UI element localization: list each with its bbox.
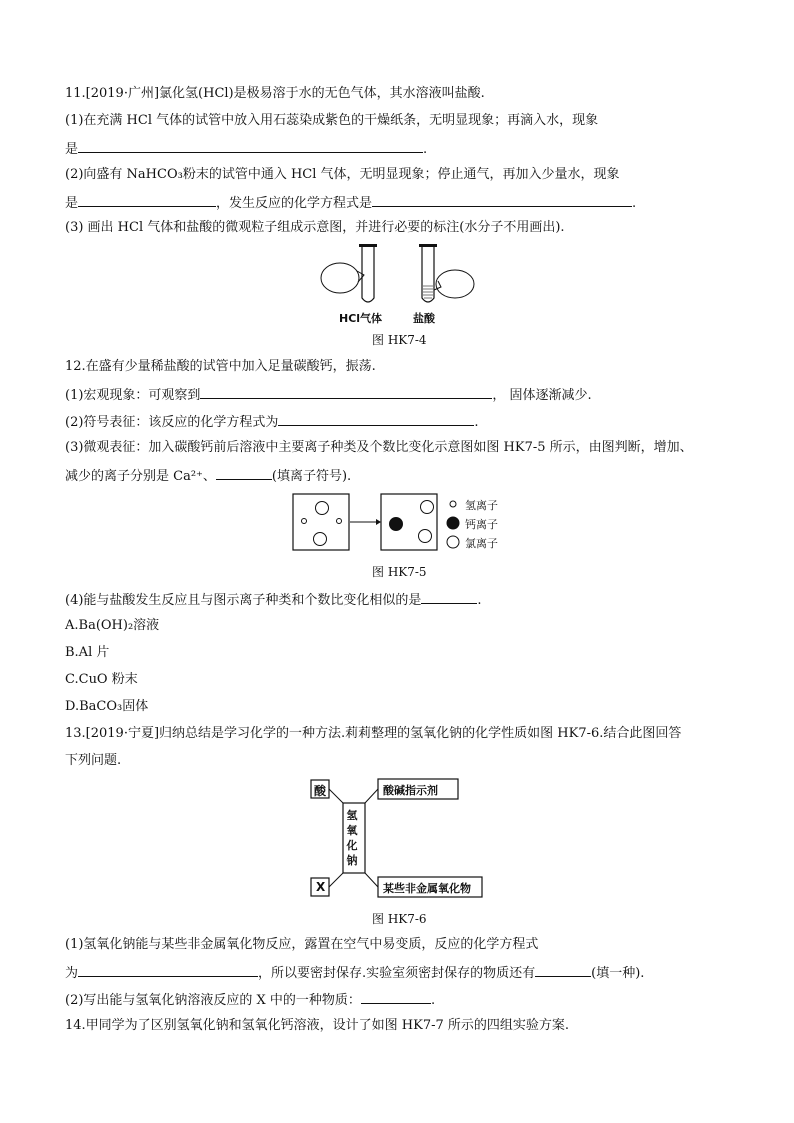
q12-part1 (65, 386, 592, 404)
naoh-center-label: 氢氧化钠 (346, 809, 358, 867)
q11-part2-middle: ，发生反应的化学方程式是 (216, 196, 373, 211)
q12-part3-suffix: (填离子符号). (271, 469, 352, 484)
label-hcl-gas: HCl气体 (339, 312, 383, 325)
q12-part2-equation-blank[interactable] (278, 413, 474, 426)
indicator-box-label: 酸碱指示剂 (383, 784, 438, 797)
q11-part2-line1: (2)向盛有 NaHCO₃粉末的试管中通入 HCl 气体，无明显现象；停止通气，再加入少量水，现象 (65, 167, 620, 182)
q12-part2 (65, 413, 479, 431)
q12-option-b: B.Al 片 (65, 645, 110, 660)
hydrogen-ion (337, 519, 342, 524)
q13-part2-answer-blank[interactable] (361, 991, 431, 1004)
q12-option-d: D.BaCO₃固体 (65, 699, 149, 714)
q13-part1-middle: ，所以要密封保存.实验室须密封保存的物质还有 (258, 966, 536, 981)
q13-part2-prefix: (2)写出能与氢氧化钠溶液反应的 X 中的一种物质： (65, 993, 361, 1008)
legend-hydrogen-ion-symbol (450, 501, 456, 507)
q13-part1-suffix: (填一种). (591, 966, 645, 981)
q12-part4-prefix: (4)能与盐酸发生反应且与图示离子种类和个数比变化相似的是 (65, 593, 422, 608)
legend-chloride-ion-symbol (447, 536, 459, 548)
acid-bubble-callout (436, 270, 474, 298)
acid-box-label: 酸 (314, 784, 327, 798)
acid-test-tube (422, 247, 434, 302)
chloride-ion (314, 533, 327, 546)
q13-part1-prefix: 为 (65, 966, 79, 981)
q12-option-a: A.Ba(OH)₂溶液 (65, 618, 160, 633)
legend-hydrogen-ion-label: 氢离子 (465, 499, 498, 512)
q11-part2-phenomenon-blank[interactable] (78, 194, 216, 207)
q13-heading-line1: 13.[2019·宁夏]归纳总结是学习化学的一种方法.莉莉整理的氢氧化钠的化学性质如图 HK7-6.结合此图回答 (65, 726, 682, 741)
q11-part1-answer-blank[interactable] (78, 140, 423, 153)
figure-hk7-5-caption: 图 HK7-5 (372, 565, 427, 579)
q12-part3-prefix: 减少的离子分别是 Ca²⁺、 (65, 469, 216, 484)
q13-part2 (65, 991, 435, 1009)
q13-part1-line2 (65, 964, 644, 982)
q12-part1-suffix: ， 固体逐渐减少. (492, 388, 592, 403)
nonmetal-oxide-box-label: 某些非金属氧化物 (383, 882, 471, 895)
q11-heading: 11.[2019·广州]氯化氢(HCl)是极易溶于水的无色气体，其水溶液叫盐酸. (65, 86, 485, 101)
gas-bubble-callout (321, 263, 359, 293)
q13-part2-suffix: . (430, 993, 436, 1008)
legend-calcium-ion-symbol (447, 517, 459, 529)
q12-part3-line1: (3)微观表征：加入碳酸钙前后溶液中主要离子种类及个数比变化示意图如图 HK7-5 所示，由图判断，增加、 (65, 440, 693, 455)
q12-part2-suffix: . (474, 415, 479, 430)
q12-part4-answer-blank[interactable] (421, 591, 477, 604)
legend-calcium-ion-label: 钙离子 (465, 518, 498, 531)
q11-part1-prefix: 是 (65, 142, 79, 157)
calcium-ion (390, 518, 403, 531)
q11-part3: (3) 画出 HCl 气体和盐酸的微观粒子组成示意图，并进行必要的标注(水分子不用画出). (65, 220, 565, 235)
q12-part3-line2 (65, 467, 351, 485)
q11-part1-line2 (65, 140, 427, 158)
q11-part2-suffix: . (632, 196, 637, 211)
q11-part1-line1: (1)在充满 HCl 气体的试管中放入用石蕊染成紫色的干燥纸条，无明显现象；再滴入水，现象 (65, 113, 599, 128)
q13-part1-equation-blank[interactable] (78, 964, 258, 977)
label-hydrochloric-acid: 盐酸 (413, 312, 435, 325)
q11-part2-line2 (65, 194, 636, 212)
chloride-ion (419, 530, 432, 543)
q13-heading-line2: 下列问题. (65, 753, 122, 768)
q13-part1-substance-blank[interactable] (535, 964, 591, 977)
q12-part4-suffix: . (477, 593, 482, 608)
q14-heading: 14.甲同学为了区别氢氧化钠和氢氧化钙溶液，设计了如图 HK7-7 所示的四组实验方案. (65, 1018, 570, 1033)
q13-part1-line1: (1)氢氧化钠能与某些非金属氧化物反应，露置在空气中易变质，反应的化学方程式 (65, 937, 539, 952)
chloride-ion (421, 501, 434, 514)
q12-part1-answer-blank[interactable] (200, 386, 492, 399)
hydrogen-ion (302, 519, 307, 524)
legend-chloride-ion-label: 氯离子 (465, 537, 498, 550)
q12-part2-prefix: (2)符号表征：该反应的化学方程式为 (65, 415, 279, 430)
acid-tube-stopper (419, 244, 437, 247)
figure-hk7-4-test-tubes (315, 240, 485, 310)
acid-liquid-level (423, 286, 433, 298)
gas-tube-stopper (359, 244, 377, 247)
figure-hk7-6-caption: 图 HK7-6 (372, 912, 427, 926)
q11-part2-prefix: 是 (65, 196, 79, 211)
x-box-label: X (316, 880, 326, 894)
q12-option-c: C.CuO 粉末 (65, 672, 138, 687)
q11-part2-equation-blank[interactable] (372, 194, 632, 207)
q12-part3-ion-blank[interactable] (216, 467, 272, 480)
q12-part4 (65, 591, 482, 609)
q11-part1-suffix: . (423, 142, 428, 157)
chloride-ion (316, 502, 329, 515)
q12-part1-prefix: (1)宏观现象：可观察到 (65, 388, 201, 403)
q12-heading: 12.在盛有少量稀盐酸的试管中加入足量碳酸钙，振荡. (65, 359, 376, 374)
figure-hk7-4-caption: 图 HK7-4 (372, 333, 427, 347)
